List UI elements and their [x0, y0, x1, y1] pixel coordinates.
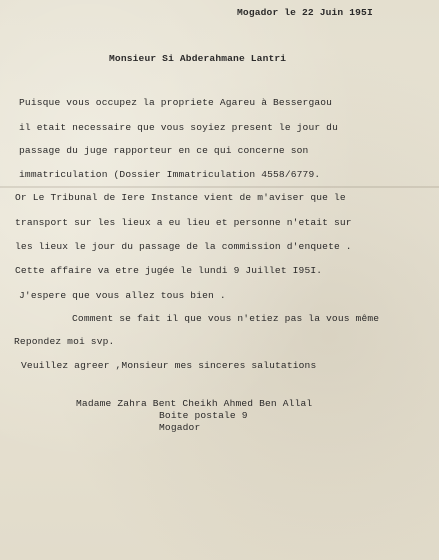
paragraph-2-line-1: Comment se fait il que vous n'etiez pas la vous même [72, 313, 380, 324]
body-line-3: passage du juge rapporteur en ce qui concerne son [19, 145, 309, 156]
body-line-1: Puisque vous occupez la propriete Agareu à Bessergaou [19, 97, 333, 108]
paper-fold [0, 186, 439, 188]
body-line-6: transport sur les lieux a eu lieu et personne n'etait sur [15, 217, 352, 228]
closing: Veuillez agreer ,Monsieur mes sinceres salutations [21, 360, 317, 371]
body-line-2: il etait necessaire que vous soyiez present le jour du [19, 122, 338, 133]
signature-address-1: Boite postale 9 [159, 410, 248, 421]
body-line-5: Or Le Tribunal de Iere Instance vient de m'aviser que le [15, 192, 346, 203]
salutation: Monsieur Si Abderahmane Lantri [109, 53, 287, 64]
body-line-8: Cette affaire va etre jugée le lundi 9 Juillet I95I. [15, 265, 323, 276]
signature-name: Madame Zahra Bent Cheikh Ahmed Ben Allal [76, 398, 313, 409]
body-line-9: J'espere que vous allez tous bien . [19, 290, 226, 301]
body-line-4: immatriculation (Dossier Immatriculation 4558/6779. [19, 169, 321, 180]
signature-address-2: Mogador [159, 422, 201, 433]
date-line: Mogador le 22 Juin 195I [237, 7, 373, 18]
paragraph-2-line-2: Repondez moi svp. [14, 336, 115, 347]
body-line-7: les lieux le jour du passage de la commission d'enquete . [15, 241, 352, 252]
